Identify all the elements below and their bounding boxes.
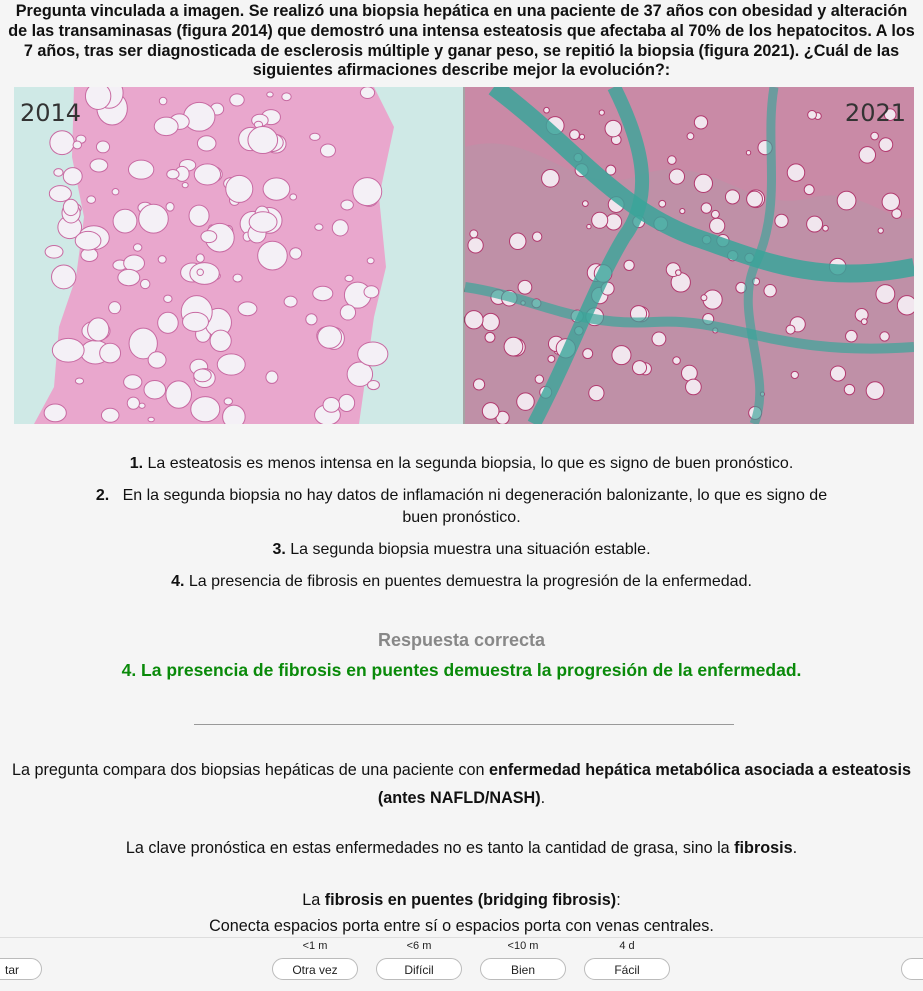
fat-vacuole: [75, 378, 83, 384]
fat-vacuole: [75, 231, 101, 250]
fat-vacuole: [54, 169, 63, 177]
fat-vacuole: [694, 116, 707, 129]
fat-vacuole: [544, 107, 550, 113]
option-2-number: 2.: [95, 487, 110, 504]
review-bar: [0, 937, 923, 991]
fat-vacuole: [183, 312, 209, 331]
fat-vacuole: [879, 138, 893, 152]
fat-vacuole: [859, 147, 875, 163]
fat-vacuole: [473, 379, 484, 390]
fat-vacuole: [73, 141, 81, 149]
fat-vacuole: [668, 156, 677, 165]
explanation-paragraph-3: [10, 886, 913, 914]
option-4-text: La presencia de fibrosis en puentes demuestra la progresión de la enfermedad.: [188, 573, 752, 590]
fat-vacuole: [882, 193, 899, 210]
fat-vacuole: [579, 134, 584, 139]
fat-vacuole: [786, 325, 795, 334]
fat-vacuole: [49, 186, 71, 202]
fat-vacuole: [88, 318, 109, 341]
explanation-bold: enfermedad hepática metabólica asociada a esteatosis (antes NAFLD/NASH): [377, 761, 911, 807]
option-3[interactable]: [0, 539, 923, 561]
fat-vacuole: [267, 92, 273, 97]
fat-vacuole: [154, 117, 178, 135]
easy-interval: 4 d: [619, 940, 635, 952]
fat-vacuole: [548, 355, 555, 362]
fat-vacuole: [482, 313, 499, 330]
fat-vacuole: [701, 203, 711, 213]
fat-vacuole: [144, 380, 166, 399]
fat-vacuole: [167, 169, 179, 178]
fat-vacuole: [368, 380, 380, 389]
fat-vacuole: [470, 230, 478, 238]
fat-vacuole: [599, 110, 604, 115]
fat-vacuole: [624, 260, 634, 270]
fat-vacuole: [364, 286, 379, 298]
fat-vacuole: [876, 285, 895, 304]
fat-vacuole: [223, 405, 246, 424]
fat-vacuole: [652, 332, 666, 346]
explanation-text: :: [616, 891, 621, 909]
figure-label-2021: 2021: [844, 99, 906, 127]
fat-vacuole: [482, 403, 499, 420]
divider: [194, 724, 734, 725]
explanation-paragraph-1: [10, 756, 913, 812]
fat-vacuole: [837, 191, 856, 210]
fat-vacuole: [306, 314, 317, 325]
fat-vacuole: [197, 136, 216, 151]
fat-vacuole: [226, 175, 253, 202]
fat-vacuole: [775, 214, 788, 227]
fat-vacuole: [100, 343, 121, 363]
fat-vacuole: [238, 302, 257, 316]
fat-vacuole: [315, 224, 323, 230]
right-edge-button[interactable]: [901, 958, 923, 980]
fat-vacuole: [582, 201, 588, 207]
biopsy-figure: [14, 87, 914, 424]
fat-vacuole: [673, 357, 681, 365]
fat-vacuole: [823, 225, 829, 231]
correct-answer-text: 4. La presencia de fibrosis en puentes demuestra la progresión de la enfermedad.: [121, 660, 802, 680]
fat-vacuole: [589, 385, 604, 400]
fat-vacuole: [468, 238, 483, 253]
good-button[interactable]: Bien: [480, 958, 566, 980]
fat-vacuole: [44, 404, 66, 422]
fat-vacuole: [791, 371, 798, 378]
fat-vacuole: [710, 218, 725, 233]
fat-vacuole: [148, 352, 166, 368]
fat-vacuole: [290, 194, 297, 200]
fat-vacuole: [878, 228, 883, 233]
explanation-text: La clave pronóstica en estas enfermedades no es tanto la cantidad de grasa, sino la: [125, 839, 735, 857]
fat-vacuole: [807, 216, 823, 232]
fat-vacuole: [52, 338, 84, 362]
fat-vacuole: [830, 366, 845, 381]
fat-vacuole: [194, 164, 220, 185]
fat-vacuole: [248, 126, 278, 153]
fat-vacuole: [339, 394, 355, 411]
fat-vacuole: [158, 312, 179, 333]
option-1-number: 1.: [129, 455, 144, 472]
fat-vacuole: [224, 398, 232, 405]
fat-vacuole: [217, 354, 245, 375]
fat-vacuole: [605, 120, 621, 136]
fat-vacuole: [310, 133, 320, 140]
fat-vacuole: [542, 170, 560, 188]
fat-vacuole: [701, 295, 707, 301]
fat-vacuole: [249, 212, 277, 233]
fat-vacuole: [50, 131, 74, 155]
hard-interval: <6 m: [406, 940, 432, 952]
fat-vacuole: [682, 365, 698, 381]
option-2[interactable]: [0, 485, 923, 529]
fat-vacuole: [230, 94, 244, 106]
answer-heading: Respuesta correcta: [377, 630, 546, 650]
fat-vacuole: [63, 199, 78, 215]
biopsy-image: [14, 87, 914, 424]
explanation-paragraph-2: [10, 834, 913, 862]
fat-vacuole: [804, 185, 814, 195]
fat-vacuole: [686, 379, 702, 395]
fat-vacuole: [166, 202, 174, 211]
figure-label-2014: 2014: [20, 99, 82, 127]
fat-vacuole: [360, 87, 374, 98]
fat-vacuole: [184, 102, 215, 131]
fat-vacuole: [844, 384, 854, 394]
explanation-bold: fibrosis: [734, 839, 793, 857]
fat-vacuole: [659, 200, 666, 207]
fat-vacuole: [676, 270, 682, 276]
fat-vacuole: [518, 280, 532, 294]
fat-vacuole: [340, 305, 355, 320]
good-interval: <10 m: [507, 940, 539, 952]
fat-vacuole: [570, 130, 580, 140]
fat-vacuole: [140, 279, 149, 288]
fat-vacuole: [127, 397, 139, 409]
fat-vacuole: [148, 417, 154, 422]
fat-vacuole: [687, 133, 694, 140]
fat-vacuole: [124, 375, 142, 389]
option-2-text: En la segunda biopsia no hay datos de inflamación ni degeneración balonizante, lo que es signo de buen pronóstico.: [122, 487, 828, 526]
fat-vacuole: [669, 169, 684, 184]
fat-vacuole: [139, 204, 169, 233]
fat-vacuole: [128, 160, 153, 179]
fat-vacuole: [353, 178, 382, 206]
fat-vacuole: [263, 178, 290, 200]
fat-vacuole: [190, 263, 219, 285]
fat-vacuole: [258, 241, 288, 270]
fat-vacuole: [266, 371, 278, 383]
question-text: Pregunta vinculada a imagen. Se realizó una biopsia hepática en una paciente de 37 años con obesidad y alteración de las transaminasas (figura 2014) que demostró una intensa esteatosis que afectaba al 70% de los hepatocitos. A los 7 años, tras ser diagnosticada de esclerosis múltiple y ganar peso, se repitió la biopsia (figura 2021). ¿Cuál de las siguientes afirmaciones describe mejor la evolución?:: [8, 2, 915, 80]
fat-vacuole: [787, 164, 804, 181]
again-button[interactable]: Otra vez: [272, 958, 358, 980]
fat-vacuole: [746, 151, 750, 155]
fat-vacuole: [109, 302, 121, 314]
option-1[interactable]: [0, 453, 923, 475]
fat-vacuole: [846, 330, 858, 342]
fat-vacuole: [592, 212, 608, 228]
fat-vacuole: [318, 326, 342, 348]
fat-vacuole: [485, 332, 495, 342]
fat-vacuole: [632, 361, 646, 375]
fat-vacuole: [124, 255, 145, 271]
fat-vacuole: [866, 382, 884, 400]
fat-vacuole: [210, 330, 231, 351]
left-edge-button[interactable]: tar: [0, 958, 42, 980]
fat-vacuole: [680, 208, 685, 213]
again-interval: <1 m: [302, 940, 328, 952]
fat-vacuole: [164, 295, 172, 302]
fat-vacuole: [52, 265, 76, 289]
fat-vacuole: [532, 232, 541, 241]
explanation-text: La pregunta compara dos biopsias hepáticas de una paciente con: [12, 761, 489, 779]
fat-vacuole: [118, 269, 140, 285]
fat-vacuole: [808, 110, 817, 119]
fat-vacuole: [694, 174, 712, 192]
fat-vacuole: [871, 132, 879, 140]
fat-vacuole: [96, 141, 109, 153]
fat-vacuole: [197, 269, 203, 276]
fat-vacuole: [113, 209, 137, 233]
fat-vacuole: [345, 275, 353, 281]
fat-vacuole: [341, 200, 353, 210]
fat-vacuole: [725, 190, 739, 204]
option-3-number: 3.: [272, 541, 286, 558]
fat-vacuole: [87, 196, 96, 203]
fat-vacuole: [535, 375, 543, 383]
fat-vacuole: [323, 397, 339, 412]
option-4[interactable]: [0, 571, 923, 593]
fat-vacuole: [517, 393, 535, 411]
fat-vacuole: [504, 337, 523, 356]
fat-vacuole: [158, 256, 166, 264]
fat-vacuole: [764, 285, 776, 297]
explanation-text: .: [792, 839, 798, 857]
fat-vacuole: [313, 286, 333, 300]
fat-vacuole: [747, 191, 763, 207]
option-4-number: 4.: [171, 573, 185, 590]
fat-vacuole: [159, 97, 167, 105]
fat-vacuole: [711, 210, 719, 218]
hard-button[interactable]: Difícil: [376, 958, 462, 980]
easy-button[interactable]: Fácil: [584, 958, 670, 980]
option-3-text: La segunda biopsia muestra una situación estable.: [290, 541, 651, 558]
fat-vacuole: [191, 397, 220, 422]
fat-vacuole: [290, 248, 302, 259]
explanation-paragraph-4: Conecta espacios porta entre sí o espacios porta con venas centrales.: [209, 917, 714, 935]
fat-vacuole: [612, 346, 631, 365]
explanation-bold: fibrosis en puentes (bridging fibrosis): [324, 891, 617, 909]
fat-vacuole: [233, 274, 242, 282]
fat-vacuole: [101, 408, 119, 422]
fat-vacuole: [85, 87, 110, 109]
explanation-text: .: [540, 789, 546, 807]
fat-vacuole: [182, 182, 188, 187]
fat-vacuole: [45, 246, 63, 259]
fat-vacuole: [587, 224, 591, 228]
fat-vacuole: [880, 332, 889, 341]
fat-vacuole: [166, 381, 192, 408]
fat-vacuole: [465, 311, 483, 329]
fat-vacuole: [63, 168, 82, 185]
fat-vacuole: [282, 93, 291, 101]
fat-vacuole: [133, 244, 141, 252]
option-1-text: La esteatosis es menos intensa en la segunda biopsia, lo que es signo de buen pronóstico.: [147, 455, 794, 472]
fat-vacuole: [367, 258, 374, 264]
fat-vacuole: [861, 319, 867, 325]
fat-vacuole: [196, 254, 204, 262]
fat-vacuole: [510, 233, 526, 249]
fat-vacuole: [194, 369, 211, 382]
explanation-text: La: [302, 891, 325, 909]
fat-vacuole: [358, 342, 388, 366]
fat-vacuole: [284, 296, 297, 307]
fat-vacuole: [112, 189, 119, 195]
fat-vacuole: [201, 231, 217, 243]
fat-vacuole: [332, 220, 348, 236]
fat-vacuole: [583, 349, 593, 359]
fat-vacuole: [90, 159, 108, 172]
fat-vacuole: [321, 144, 336, 157]
fat-vacuole: [897, 296, 914, 315]
fat-vacuole: [189, 205, 209, 226]
